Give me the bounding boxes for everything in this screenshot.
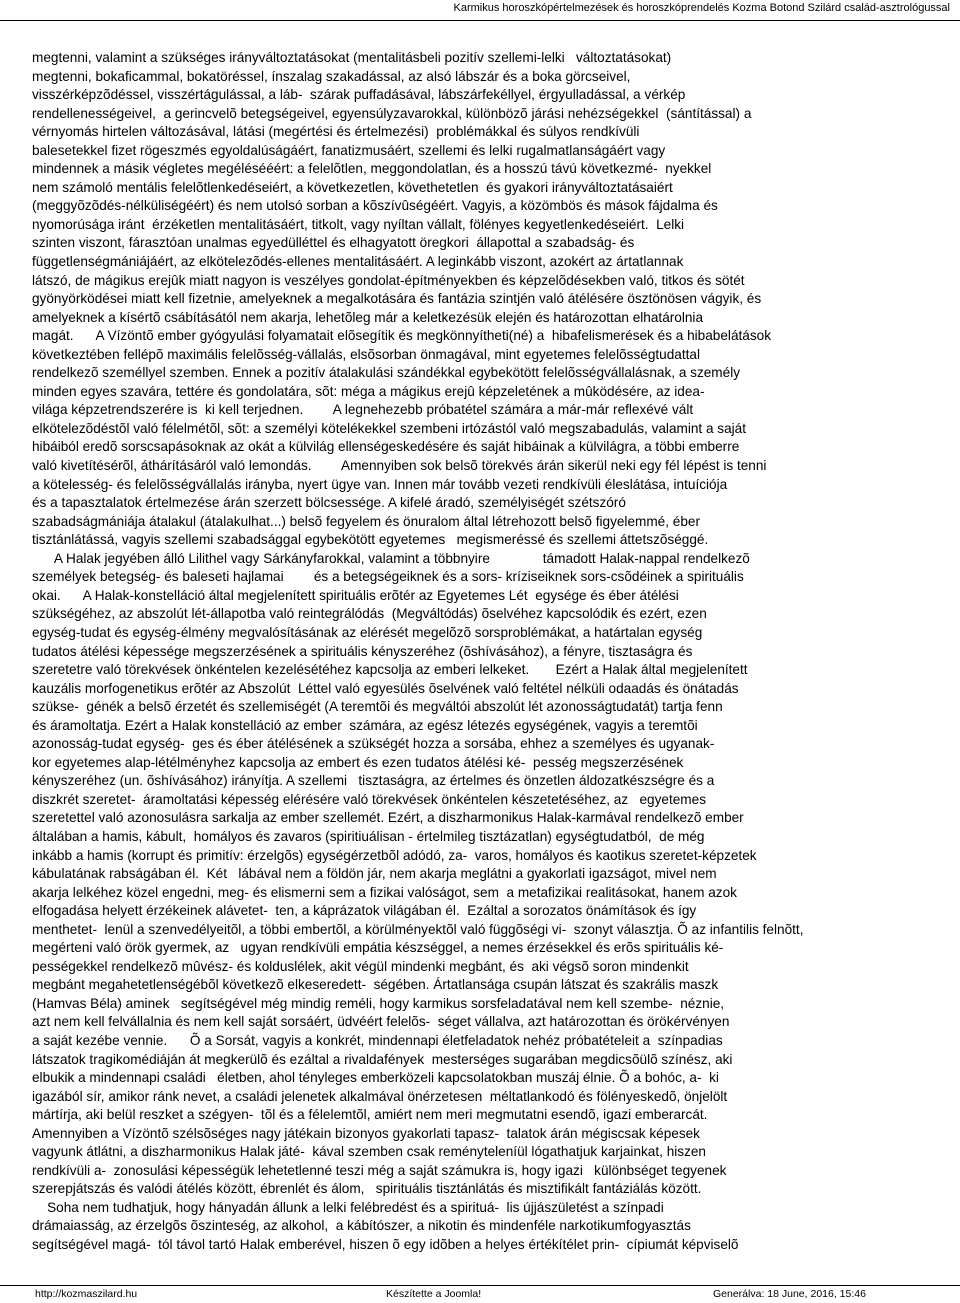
text-line: segítségével magá- tól távol tartó Halak emberével, hiszen õ egy idõben a helyes értékítélet prin- cípiumát képviselõ (32, 1237, 739, 1252)
text-line: pességekkel rendelkezõ mûvész- és kolduslélek, akit végül mindenki megbánt, és aki végsõ soron mindenkit (32, 958, 689, 974)
text-line: azt nem kell felvállalnia és nem kell saját sorsáért, üdvéért felelõs- séget vállalva, azt határozottan és örökérvényen (32, 1014, 730, 1030)
text-line: mártírja, aki belül reszket a szégyen- tõl és a félelemtõl, amiért nem meri megmutatni esendõ, igazi emberarcát. (32, 1107, 708, 1123)
text-line: függetlenségmániájáért, az elkötelezõdés-ellenes mentalitásáért. A leginkább viszont, azokért az ártatlannak (32, 254, 684, 270)
footer-credit: Készítette a Joomla! (386, 1288, 482, 1300)
text-line: szerepjátszás és valódi átélés között, ébrenlét és álom, spirituális tisztánlátás és misztifikált fantáziálás között. (32, 1181, 702, 1197)
text-line: tisztánlátássá, vagyis szellemi szabadsággal egybekötött egyetemes megismeréssé és szellemi áttetszõséggé. (32, 532, 709, 548)
text-line: hibáiból eredõ sorscsapásoknak az okát a külvilág ellenségeskedésére és saját hibáinak a külvilágra, a többi emberre (32, 439, 740, 455)
article-body (32, 49, 954, 1279)
text-line: Soha nem tudhatjuk, hogy hányadán állunk a lelki felébredést és a spirituá- lis újjászületést a színpadi (32, 1199, 664, 1215)
text-line: A Halak jegyében álló Lilithel vagy Sárkányfarokkal, valamint a többnyire támadott Halak-nappal rendelkezõ (32, 550, 750, 566)
text-line: szükse- génék a belsõ érzetét és szellemiségét (A teremtõi és megváltói abszolút lét azonosságtudatát) tartja fenn (32, 699, 723, 715)
text-line: személyek betegség- és baleseti hajlamai és a betegségeiknek és a sors- kríziseiknek sors-csõdéinek a spirituális (32, 569, 744, 585)
text-line: elfogadása helyett érzékeinek alávetet- ten, a káprázatok világában él. Ezáltal a sorozatos önámítások és így (32, 903, 697, 919)
text-line: egység-tudat és egység-élmény megvalósításának az elérését megelõzõ sorsproblémákat, a határtalan egység (32, 624, 703, 640)
text-line: magát. A Vízöntõ ember gyógyulási folyamatait elõsegítik és megkönnyítheti(né) a hibafelismerések és a hibabelátások (32, 328, 771, 344)
text-line: vérnyomás hirtelen változásával, látási (megértési és értelmezési) problémákkal és súlyos rendkívüli (32, 124, 640, 140)
text-line: szükségéhez, az abszolút lét-állapotba való reintegrálódás (Megváltódás) õselvéhez kapcsolódik és ezért, ezen (32, 606, 707, 622)
text-line: diszkrét szeretet- áramoltatási képesség elérésére való törekvések önkéntelen készetetéséhez, az egyetemes (32, 791, 706, 807)
text-line: látszó, de mágikus erejûk miatt nagyon is veszélyes gondolat-építményekben és képzelõdésekben való, titkos és sötét (32, 272, 745, 288)
text-line: azonosság-tudat egység- ges és éber átélésének a szükségét hozza a sorsába, ehhez a személyes és ugyanak- (32, 736, 715, 752)
site-header (0, 0, 960, 21)
text-line: nem számoló mentális felelõtlenkedéseiért, a következetlen, követhetetlen és gyakori irányváltoztatásaiért (32, 179, 673, 195)
text-line: akarja lelkéhez közel engedni, meg- és elismerni sem a fizikai valóságot, sem a metafizikai realitásokat, hanem azok (32, 884, 737, 900)
text-line: rendelkezõ személlyel szemben. Ennek a pozitív átalakulási szándékkal egybekötött felelõsségvállalásnak, a személy (32, 365, 741, 381)
text-line: menthetet- lenül a szenvedélyeitõl, a többi embertõl, a körülményektõl való függõségi vi- szonyt választja. Õ az infantilis felnõtt, (32, 921, 804, 937)
text-line: kényszeréhez (un. õshívásához) irányítja. A szellemi tisztaságra, az értelmes és önzetlen áldozatkészségre és a (32, 773, 715, 789)
text-line: és a tapasztalatok értelmezése árán szerzett bölcsessége. A kifelé áradó, személyiségét szétszóró (32, 495, 626, 511)
text-line: szeretetre való törekvések önkéntelen kezelésétéhez kapcsolja az emberi lelkeket. Ezért a Halak által megjelenített (32, 662, 748, 678)
text-line: látszatok tragikomédiáján át megkerülõ és ezáltal a rivaldafények mesterséges sugarában megdicsõülõ színész, aki (32, 1051, 733, 1067)
text-line: tudatos átélési képessége megszerzésének a spirituális kényszeréhez (õshívásához), a fényre, tisztaságra és (32, 643, 693, 659)
text-line: megtenni, bokaficammal, bokatöréssel, ínszalag szakadással, az alsó lábszár és a boka görcseivel, (32, 68, 631, 84)
site-title: Karmikus horoszkópértelmezések és horoszkóprendelés Kozma Botond Szilárd család-asztrológussal (453, 2, 950, 14)
text-line: szeretettel való azonosulásra sarkalja az ember szellemét. Ezért, a diszharmonikus Halak-karmával rendelkezõ ember (32, 810, 744, 826)
text-line: kábulatának rabságában él. Két lábával nem a földön jár, nem akarja meglátni a gyakorlati igazságot, mivel nem (32, 866, 717, 882)
page-footer (0, 1285, 960, 1303)
text-line: való kivetítésérõl, áthárításáról való lemondás. Amennyiben sok belsõ törekvés árán sikerül neki egy fél lépést is tenni (32, 458, 767, 474)
text-line: (Hamvas Béla) aminek segítségével még mindig reméli, hogy karmikus sorsfeladatával nem kell szembe- néznie, (32, 995, 725, 1011)
text-line: következtében fellépõ maximális felelõsség-vállalás, elsõsorban önmagával, mint egyetemes felelõsségtudattal (32, 346, 700, 362)
text-line: amelyeknek a kísértõ csábításától nem akarja, lehetõleg már a keletkezésük elején és határozottan elhatárolnia (32, 309, 704, 325)
text-line: gyönyörködései miatt kell fizetnie, amelyeknek a megalkotására és fantázia szintjén való átélésére ösztönösen vágyik, és (32, 291, 762, 307)
text-line: (meggyõzõdés-nélküliségéért) és nem utolsó sorban a kõszívûségéért. Vagyis, a közömbös és mások fájdalma és (32, 198, 718, 214)
text-line: nyomorúsága iránt érzéketlen mentalitásáért, titkolt, vagy nyíltan vállalt, fölényes kegyetlenkedéseiért. Lelki (32, 216, 685, 232)
text-line: szinten viszont, fárasztóan unalmas egyedülléttel és elhagyatott öregkori állapottal a szabadság- és (32, 235, 635, 251)
text-line: drámaiasság, az érzelgõs õszinteség, az alkohol, a kábítószer, a nikotin és mindenféle narkotikumfogyasztás (32, 1218, 691, 1234)
text-line: és áramoltatja. Ezért a Halak konstelláció az ember számára, az egész létezés egységének, vagyis a teremtõi (32, 717, 698, 733)
footer-url-link[interactable]: http://kozmaszilard.hu (35, 1288, 138, 1300)
text-line: igazából sír, amikor ránk nevet, a családi jelenetek alkalmával önérzetesen méltatlankodó és fölényeskedõ, önjelölt (32, 1088, 728, 1104)
text-line: kor egyetemes alap-létélményhez kapcsolja az embert és ezen tudatos átélési ké- pesség megszerzésének (32, 754, 684, 770)
text-line: minden egyes szavára, tettére és gondolatára, sõt: méga a mágikus erejû képzeletének a mûködésére, az idea- (32, 383, 705, 399)
text-line: világa képzetrendszerére is ki kell terjednen. A legnehezebb próbatétel számára a már-már reflexévé vált (32, 402, 694, 418)
text-line: elkötelezõdéstõl való félelmétõl, sõt: a személyi kötelékekkel szembeni irtózástól való megszabadulás, valamint a saját (32, 420, 747, 436)
text-line: megérteni való örök gyermek, az ugyan rendkívüli empátia készséggel, a nemes érzésekkel és erõs spirituális ké- (32, 940, 724, 956)
text-line: megtenni, valamint a szükséges irányváltoztatásokat (mentalitásbeli pozitív szellemi-lelki változtatásokat) (32, 50, 672, 65)
text-line: inkább a hamis (korrupt és primitív: érzelgõs) egységérzetbõl adódó, za- varos, homályos és kaotikus szeretet-képzetek (32, 847, 757, 863)
text-line: mindennek a másik végletes megélésééért: a felelõtlen, meggondolatlan, és a hosszú távú következmé- nyekkel (32, 161, 712, 177)
text-line: okai. A Halak-konstelláció által megjelenített spirituális erõtér az Egyetemes Lét egysége és éber átélési (32, 587, 679, 603)
text-line: Amennyiben a Vízöntõ szélsõséges nagy játékain bizonyos gyakorlati tapasz- talatok árán mégiscsak képesek (32, 1125, 700, 1141)
text-line: vagyunk átlátni, a diszharmonikus Halak játé- kával szemben csak reményteleníül lógathatjuk karjainkat, hiszen (32, 1144, 706, 1160)
text-line: kauzális morfogenetikus erõtér az Abszolút Léttel való egyesülés õselvének való feltétel nélküli odaadás és önátadás (32, 680, 739, 696)
text-line: a saját kezébe vennie. Õ a Sorsát, vagyis a konkrét, mindennapi életfeladatok nehéz próbatételeit a színpadias (32, 1032, 723, 1048)
text-line: a kötelesség- és felelõsségvállalás irányba, nyert ügye van. Innen már tovább vezeti rendkívüli éleslátása, intuíciója (32, 476, 728, 492)
text-line: visszérképzõdéssel, visszértágulással, a láb- szárak puffadásával, lábszárfekéllyel, érgyulladással, a vérkép (32, 87, 686, 103)
text-line: rendkívüli a- zonosulási képességük lehetetlenné teszi még a saját számukra is, hogy igazi különbséget tegyenek (32, 1162, 727, 1178)
text-line: balesetekkel fizet rögeszmés egyoldalúságáért, fanatizmusáért, szellemi és lelki rugalmatlanságáért vagy (32, 142, 666, 158)
text-line: megbánt megahetetlenségébõl következõ elkeseredett- ségében. Ártatlansága csupán látszat és szakrális maszk (32, 977, 719, 993)
footer-generated-date: Generálva: 18 June, 2016, 15:46 (713, 1288, 866, 1300)
text-line: elbukik a mindennapi családi életben, ahol tényleges emberközeli kapcsolatokban muszáj élnie. Õ a bohóc, a- ki (32, 1070, 719, 1086)
text-line: általában a hamis, kábult, homályos és zavaros (spiritiuálisan - értelmileg tisztázatlan) egységtudatból, de még (32, 828, 705, 844)
text-line: rendellenességeivel, a gerincvelõ betegségeivel, egyensúlyzavarokkal, különbözõ járási nehézségekkel (sántítással) a (32, 105, 752, 121)
text-line: szabadságmániája átalakul (átalakulhat...) belsõ fegyelem és önuralom által létrehozott belsõ figyelemmé, éber (32, 513, 700, 529)
